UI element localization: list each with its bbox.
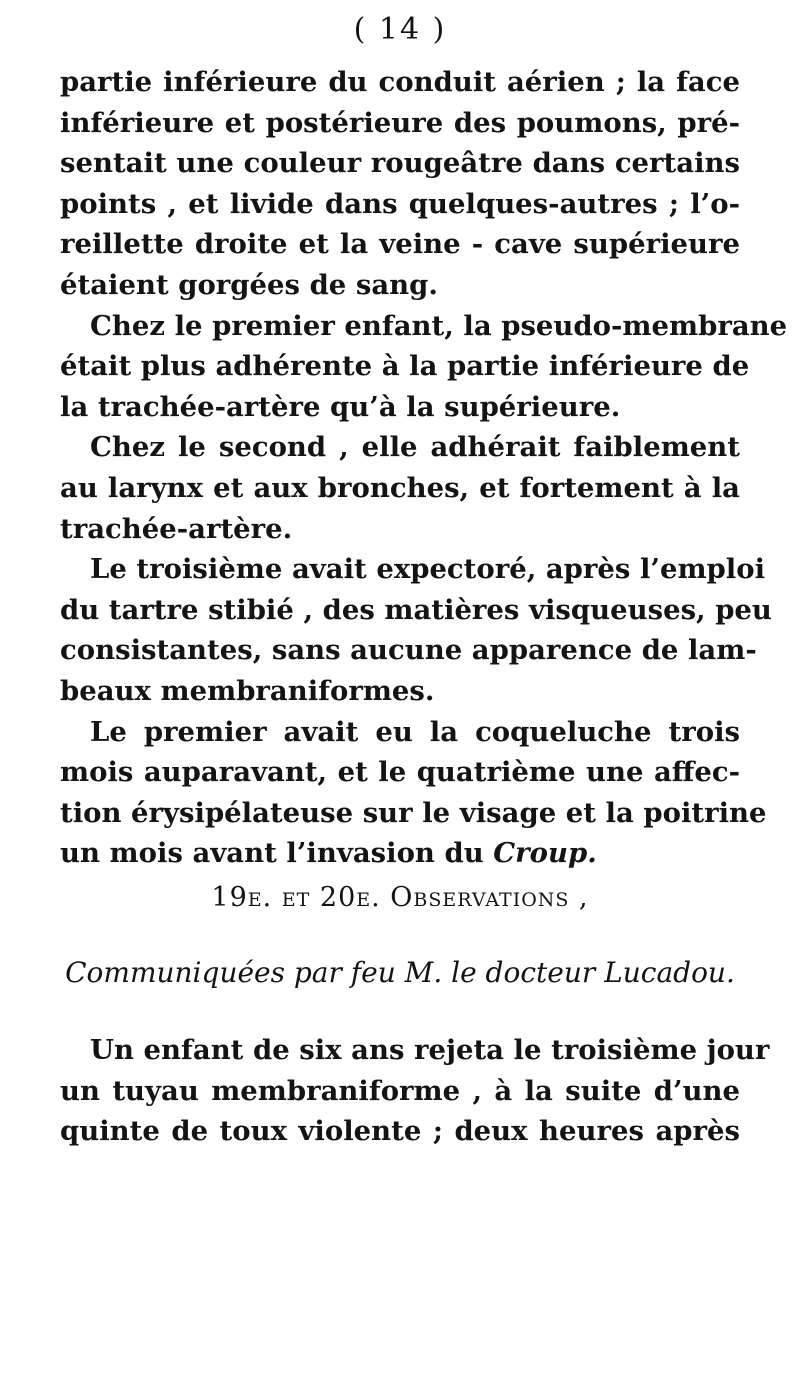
croup-word: Croup. [493,837,597,870]
text-line: quinte de toux violente ; deux heures après [60,1115,740,1148]
text-line: partie inférieure du conduit aérien ; la face [60,66,740,98]
text-line: inférieure et postérieure des poumons, pré- [60,106,740,139]
text-line: trachée-artère. [60,512,293,545]
text-line: Un enfant de six ans rejeta le troisième jour [90,1034,770,1066]
text-line: Chez le premier enfant, la pseudo-membrane [90,309,788,342]
text-line: consistantes, sans aucune apparence de lam- [60,634,757,667]
body-text-upper [60,62,788,874]
text-line: mois auparavant, et le quatrième une affec- [60,756,740,789]
body-text-lower [60,1030,770,1152]
text-line: Le troisième avait expectoré, après l’emploi [90,553,766,586]
text-line [60,833,740,874]
text-line: Chez le second , elle adhérait faiblement [90,431,740,464]
text-line: points , et livide dans quelques-autres ; l’o- [60,187,740,220]
text-line: beaux membraniformes. [60,674,435,707]
text-line: la trachée-artère qu’à la supérieure. [60,390,621,423]
text-line: était plus adhérente à la partie inférieure de [60,350,750,383]
text-line-start: un mois avant l’invasion du [60,837,494,870]
text-line: un tuyau membraniforme , à la suite d’une [60,1074,740,1107]
text-line: au larynx et aux bronches, et fortement à la [60,471,740,504]
text-line: Le premier avait eu la coqueluche trois [90,715,740,748]
text-line: étaient gorgées de sang. [60,268,438,301]
text-line: sentait une couleur rougeâtre dans certains [60,147,740,180]
text-line: du tartre stibié , des matières visqueuses, peu [60,593,772,626]
observation-heading-text: 19e. et 20e. Observations , [211,882,589,913]
text-line: tion érysipélateuse sur le visage et la poitrine [60,796,767,829]
text-line: reillette droite et la veine - cave supérieure [60,228,740,261]
page-number: ( 14 ) [353,12,447,47]
observation-heading [0,880,800,916]
observation-subheading: Communiquées par feu M. le docteur Lucadou. [65,956,735,989]
